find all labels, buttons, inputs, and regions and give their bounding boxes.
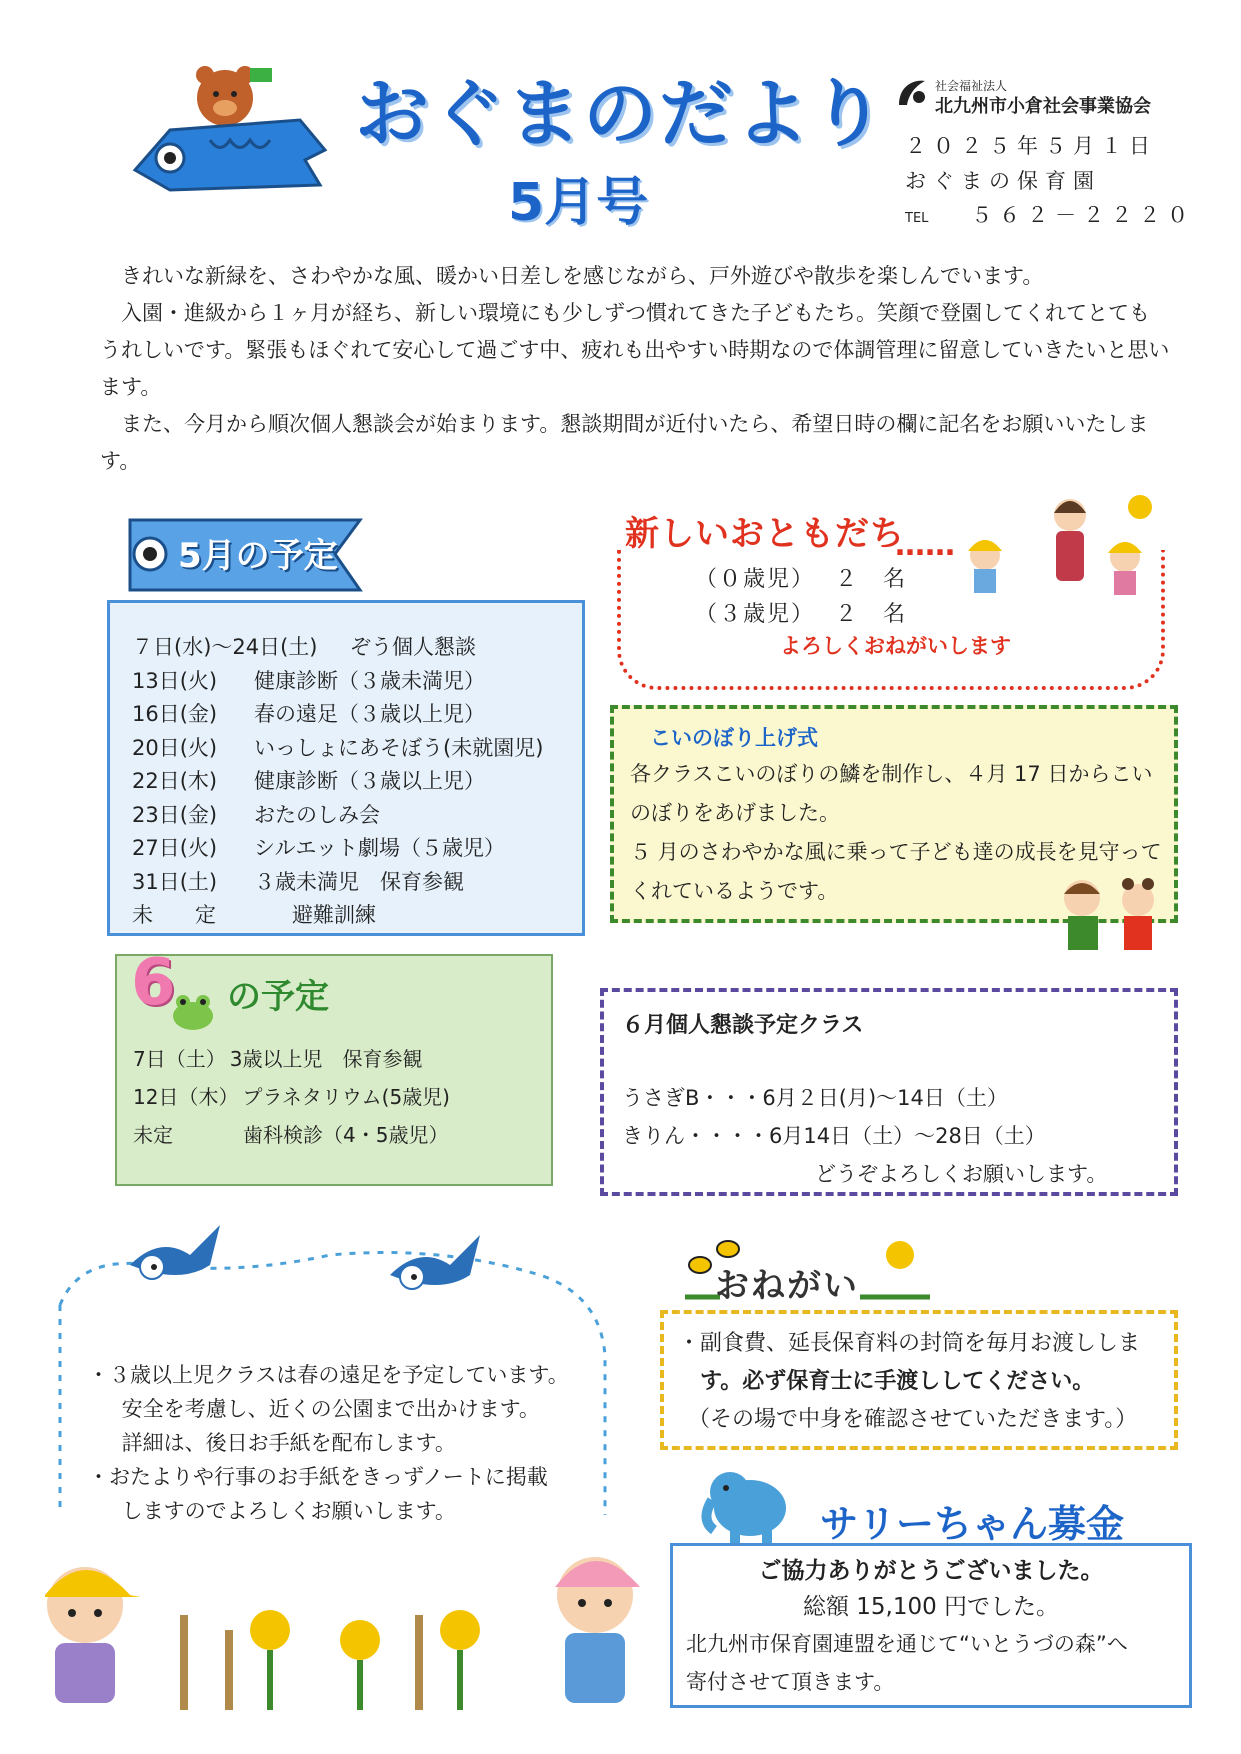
schedule-date: 未 定 — [132, 903, 216, 927]
schedule-event: シルエット劇場（５歳児） — [254, 836, 506, 860]
tel-number: ５６２－２２２０ — [971, 203, 1196, 227]
schedule-date: 23日(金) — [132, 802, 218, 827]
schedule-row — [132, 866, 582, 900]
sally-line: 北九州市保育園連盟を通じて“いとうづの森”へ — [686, 1632, 1128, 1656]
schedule-row — [132, 665, 582, 699]
schedule-date: 22日(木) — [132, 769, 218, 793]
schedule-date: 未定 — [133, 1123, 173, 1147]
schedule-date: 7日（土） — [133, 1047, 226, 1071]
sally-total: 総額 15,100 円でした。 — [802, 1594, 1060, 1620]
schedule-row — [133, 1078, 450, 1116]
schedule-date: ７日(水)～24日(土) — [132, 635, 318, 659]
new-friends-greeting: よろしくおねがいします — [780, 634, 1011, 658]
schedule-row — [132, 765, 582, 799]
june-schedule-box — [115, 946, 553, 1186]
sally-text — [686, 1625, 1128, 1701]
tel-label: TEL — [905, 211, 929, 226]
schedule-event: 避難訓練 — [292, 903, 376, 927]
schedule-row — [132, 698, 582, 732]
koinobori-line: ５ 月のさわやかな風に乗って子ども達の成長を見守ってくれているようです。 — [630, 840, 1162, 903]
class-name: きりん・・・・ — [622, 1124, 769, 1148]
issue-date: ２０２５年５月１日 — [905, 134, 1157, 158]
june-meetings-title: ６月個人懇談予定クラス — [622, 1013, 864, 1038]
schedule-date: 12日（木） — [133, 1085, 239, 1109]
request-title: おねがい — [715, 1266, 859, 1306]
sally-fund-title: サリーちゃん募金 — [820, 1502, 1125, 1546]
new-friends-row — [695, 562, 907, 593]
sally-line: 寄付させて頂きます。 — [686, 1670, 895, 1694]
request-line: す。必ず保育士に手渡ししてください。 — [700, 1369, 1095, 1394]
june-month-number: 6 — [131, 946, 176, 1020]
meeting-dates: 6月14日（土）～28日（土） — [769, 1124, 1046, 1148]
issue-number: 5月号 — [508, 173, 649, 233]
note-line: 安全を考慮し、近くの公園まで出かけます。 — [121, 1397, 540, 1421]
schedule-date: 16日(金) — [132, 702, 218, 726]
organization-logo-icon — [895, 75, 929, 109]
schedule-date: 13日(火) — [132, 668, 218, 693]
schedule-row — [133, 1040, 450, 1078]
schedule-event: 3歳以上児 保育参観 — [229, 1047, 423, 1071]
schedule-event: いっしょにあそぼう(未就園児) — [254, 735, 544, 760]
schedule-row — [132, 832, 582, 866]
new-friends-dots: …… — [895, 528, 955, 563]
intro-paragraph: きれいな新緑を、さわやかな風、暖かい日差しを感じながら、戸外遊びや散歩を楽しんでいます。 — [121, 264, 1044, 288]
children-dandelions-illustration — [30, 1535, 650, 1725]
organization-name: 北九州市小倉社会事業協会 — [935, 96, 1151, 117]
intro-paragraph: 入園・進級から１ヶ月が経ち、新しい環境にも少しずつ慣れてきた子どもたち。笑顔で登園してくれてとてもうれしいです。緊張もほぐれて安心して過ごす中、疲れも出やすい時期なので体調管理に留意していきたいと思います。 — [100, 301, 1170, 399]
schedule-event: おたのしみ会 — [254, 802, 380, 827]
children-crafting-illustration — [1050, 868, 1170, 968]
schedule-row — [132, 799, 582, 833]
new-friends-row — [695, 597, 907, 628]
meeting-closing: どうぞよろしくお願いします。 — [815, 1162, 1108, 1186]
schedule-date: 20日(火) — [132, 735, 218, 760]
schedule-event: プラネタリウム(5歳児) — [242, 1085, 450, 1109]
schedule-event: ぞう個人懇談 — [350, 635, 476, 659]
request-line: （その場で中身を確認させていただきます。） — [688, 1407, 1138, 1432]
frog-icon — [165, 984, 221, 1034]
class-name: うさぎB・・・ — [622, 1086, 763, 1110]
sally-thanks: ご協力ありがとうございました。 — [758, 1558, 1104, 1584]
schedule-row — [132, 732, 582, 766]
intro-text — [100, 258, 1170, 480]
schedule-row — [132, 899, 582, 933]
schedule-date: 27日(火) — [132, 836, 218, 860]
schedule-event: 健康診断（３歳未満児） — [254, 668, 485, 693]
schedule-event: 歯科検診（4・5歳児） — [243, 1123, 449, 1147]
request-line: ・副食費、延長保育料の封筒を毎月お渡ししま — [678, 1331, 1141, 1356]
child-count: ２ 名 — [835, 567, 908, 592]
new-friends-title: 新しいおともだち — [625, 514, 905, 554]
request-text — [678, 1325, 1140, 1439]
may-schedule-title: 5月の予定 — [178, 536, 338, 576]
elephant-icon — [690, 1460, 810, 1550]
meeting-row — [622, 1120, 1046, 1150]
child-count: ２ 名 — [835, 602, 908, 627]
koinobori-title: こいのぼり上げ式 — [650, 726, 818, 750]
may-schedule-box — [107, 600, 585, 936]
teacher-children-illustration — [950, 485, 1170, 605]
schedule-event: 春の遠足（３歳以上児） — [254, 702, 485, 726]
age-group: （０歳児） — [695, 567, 816, 592]
schedule-date: 31日(土) — [132, 869, 218, 894]
notes-list — [88, 1358, 569, 1528]
schedule-row — [133, 1116, 450, 1154]
intro-paragraph: また、今月から順次個人懇談会が始まります。懇談期間が近付いたら、希望日時の欄に記名をお願いいたします。 — [100, 412, 1149, 473]
note-line: 詳細は、後日お手紙を配布します。 — [121, 1431, 456, 1455]
june-schedule-title: の予定 — [227, 977, 329, 1017]
schedule-event: ３歳未満児 保育参観 — [254, 869, 464, 894]
newsletter-title: おぐまのだより — [355, 71, 887, 157]
schedule-event: 健康診断（３歳以上児） — [254, 769, 485, 793]
organization-type: 社会福祉法人 — [935, 79, 1008, 93]
age-group: （３歳児） — [695, 602, 816, 627]
meeting-dates: 6月２日(月)～14日（土） — [762, 1086, 1008, 1110]
note-line: ・３歳以上児クラスは春の遠足を予定しています。 — [88, 1363, 569, 1387]
schedule-row — [132, 631, 582, 665]
bear-koinobori-illustration — [130, 60, 330, 220]
note-line: ・おたよりや行事のお手紙をきっずノートに掲載 — [88, 1465, 548, 1489]
note-line: しますのでよろしくお願いします。 — [121, 1499, 456, 1523]
meeting-row — [622, 1082, 1008, 1112]
nursery-name: おぐまの保育園 — [905, 169, 1101, 193]
koinobori-line: 各クラスこいのぼりの鱗を制作し、４月 17 日からこいのぼりをあげました。 — [630, 762, 1153, 825]
